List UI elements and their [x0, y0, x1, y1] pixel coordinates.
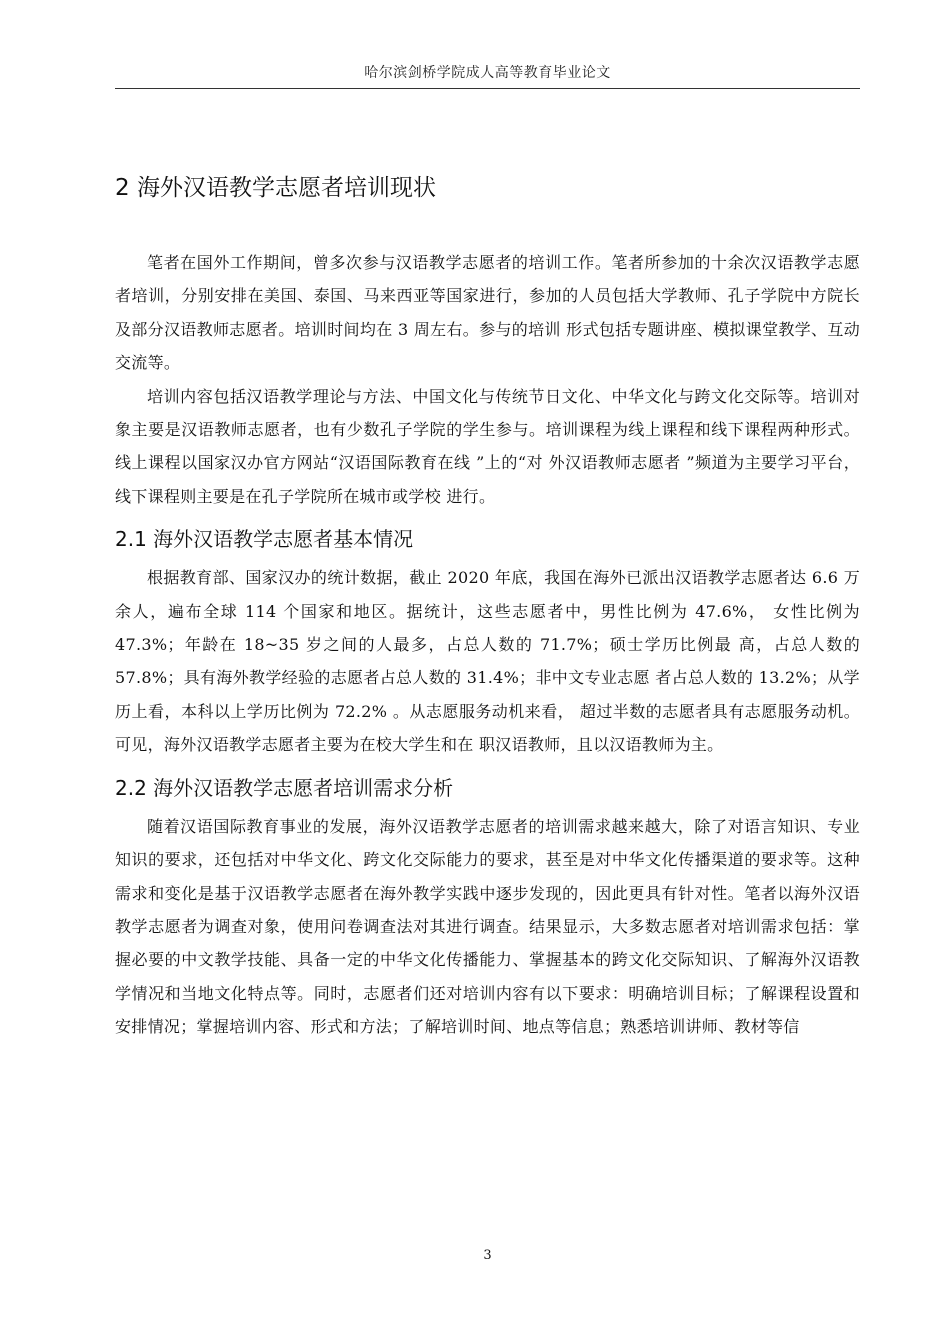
header-divider	[115, 88, 860, 89]
section-2-2-paragraph: 随着汉语国际教育事业的发展，海外汉语教学志愿者的培训需求越来越大，除了对语言知识、专业知识的要求，还包括对中华文化、跨文化交际能力的要求，甚至是对中华文化传播渠道的要求等。这种需求和变化是基于汉语教学志愿者在海外教学实践中逐步发现的，因此更具有针对性。笔者以海外汉语教学志愿者为调查对象，使用问卷调查法对其进行调查。结果显示，大多数志愿者对培训需求包括：掌握必要的中文教学技能、具备一定的中华文化传播能力、掌握基本的跨文化交际知识、了解海外汉语教学情况和当地文化特点等。同时，志愿者们还对培训内容有以下要求：明确培训目标；了解课程设置和安排情况；掌握培训内容、形式和方法；了解培训时间、地点等信息；熟悉培训讲师、教材等信	[115, 816, 860, 1037]
section-2-2-heading: 2.2 海外汉语教学志愿者培训需求分析	[115, 775, 454, 800]
intro-paragraph-1: 笔者在国外工作期间，曾多次参与汉语教学志愿者的培训工作。笔者所参加的十余次汉语教学志愿者培训，分别安排在美国、泰国、马来西亚等国家进行，参加的人员包括大学教师、孔子学院中方院长及部分汉语教师志愿者。培训时间均在 3 周左右。参与的培训 形式包括专题讲座、模拟课堂教学、互动交流等。	[115, 253, 860, 373]
page-body	[115, 168, 860, 1044]
chapter-heading: 2 海外汉语教学志愿者培训现状	[115, 175, 436, 201]
section-2-1-heading: 2.1 海外汉语教学志愿者基本情况	[115, 527, 414, 552]
page-number: 3	[483, 1248, 492, 1263]
running-header: 哈尔滨剑桥学院成人高等教育毕业论文	[364, 65, 611, 81]
intro-paragraph-2: 培训内容包括汉语教学理论与方法、中国文化与传统节日文化、中华文化与跨文化交际等。培训对象主要是汉语教师志愿者，也有少数孔子学院的学生参与。培训课程为线上课程和线下课程两种形式。线上课程以国家汉办官方网站“汉语国际教育在线 ”上的“对 外汉语教师志愿者 ”频道为主要学习平台，线下课程则主要是在孔子学院所在城市或学校 进行。	[115, 386, 860, 506]
section-2-1-paragraph: 根据教育部、国家汉办的统计数据，截止 2020 年底，我国在海外已派出汉语教学志愿者达 6.6 万余人，遍布全球 114 个国家和地区。据统计，这些志愿者中，男性比例为 47.6%， 女性比例为 47.3%；年龄在 18~35 岁之间的人最多，占总人数的 71.7%；硕士学历比例最 高，占总人数的 57.8%；具有海外教学经验的志愿者占总人数的 31.4%；非中文专业志愿 者占总人数的 13.2%；从学历上看，本科以上学历比例为 72.2% 。从志愿服务动机来看， 超过半数的志愿者具有志愿服务动机。可见，海外汉语教学志愿者主要为在校大学生和在 职汉语教师，且以汉语教师为主。	[115, 568, 860, 755]
